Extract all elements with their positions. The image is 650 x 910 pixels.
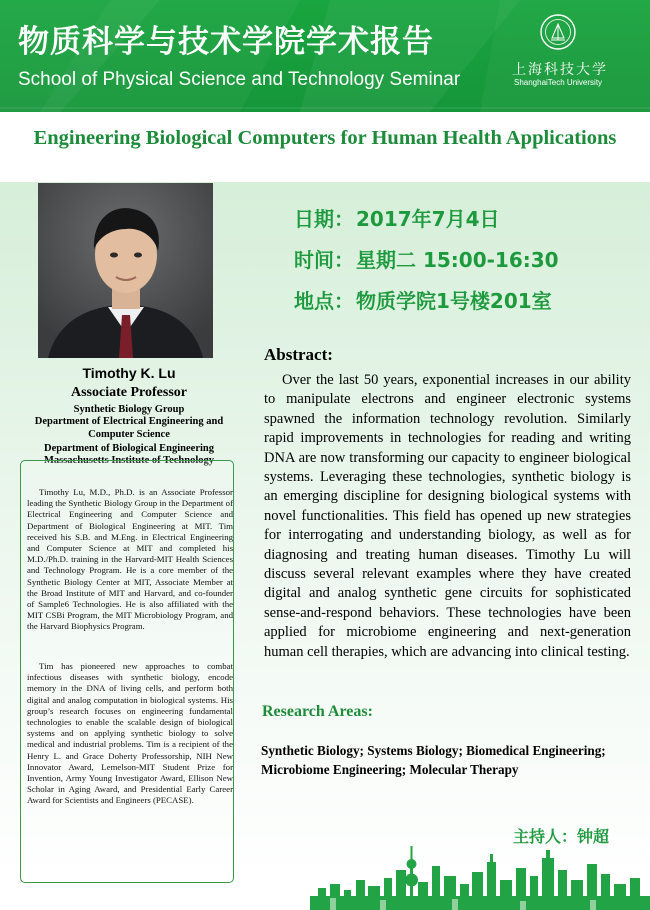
university-name-en: ShanghaiTech University bbox=[514, 78, 603, 87]
event-place bbox=[294, 285, 552, 314]
header-title-en: School of Physical Science and Technology Seminar bbox=[18, 69, 461, 90]
talk-title: Engineering Biological Computers for Human Health Applications bbox=[33, 127, 617, 149]
speaker-affiliation: Massachusetts Institute of Technology bbox=[43, 455, 215, 466]
speaker-bio-paragraph: Timothy Lu, M.D., Ph.D. is an Associate Professor leading the Synthetic Biology Group in the Department of Electrical Engineering and Computer Science and Department of Biological Engineering at MIT. Tim received his S.B. and M.Eng. in Electrical Engineering and Computer Science at MIT and completed his M.D./Ph.D. training in the Harvard-MIT Health Sciences and Technology Program. He is a core member of the Synthetic Biology Center at MIT, Associate Member at the Broad Institute of MIT and Harvard, and co-founder of Sample6 Technologies. He is also affiliated with the MIT CSBi Program, the MIT Microbiology Program, and the Harvard Biophysics Program. bbox=[27, 487, 233, 632]
city-skyline-graphic bbox=[0, 840, 650, 910]
university-logo-icon bbox=[540, 14, 576, 50]
speaker-name: Timothy K. Lu bbox=[82, 365, 176, 381]
speaker-portrait-image bbox=[38, 183, 213, 358]
abstract-text: Over the last 50 years, exponential increases in our ability to manipulate electrons and engineer electronic systems spawned the information technology revolution. Similarly rapid improvements in technologies for reading and writing DNA are now transforming our capacity to engineer biological systems. Leveraging these technologies, synthetic biology is an emerging discipline for designing biological systems with novel functionalities. This field has opened up new strategies for interrogating and understanding biology, as well as for diagnosing and treating human diseases. Timothy Lu will discuss several relevant examples where they have created digital and analog synthetic gene circuits for sophisticated sense-and-respond behaviors. These technologies have been applied for microbiome engineering and next-generation human cell therapies, which are advancing into clinical testing. bbox=[264, 372, 631, 660]
event-time bbox=[294, 244, 559, 273]
speaker-affiliation: Department of Biological Engineering bbox=[43, 443, 215, 454]
speaker-affiliation: Synthetic Biology Group bbox=[73, 404, 185, 415]
speaker-affiliation: Department of Electrical Engineering and bbox=[34, 416, 224, 427]
event-time-label: 时间： bbox=[294, 248, 354, 272]
host-name: 主持人：钟超 bbox=[513, 827, 610, 846]
speaker-photo bbox=[38, 183, 213, 358]
university-name-cn: 上海科技大学 bbox=[512, 62, 608, 78]
header-title-cn: 物质科学与技术学院学术报告 bbox=[18, 24, 434, 60]
research-areas-list bbox=[261, 741, 606, 779]
research-areas-heading: Research Areas: bbox=[262, 703, 373, 720]
abstract-heading: Abstract: bbox=[264, 345, 333, 364]
event-date-label: 日期： bbox=[294, 207, 354, 231]
research-areas-line: Microbiome Engineering; Molecular Therapy bbox=[261, 762, 519, 777]
event-time-value: 星期二 15:00-16:30 bbox=[356, 248, 559, 272]
event-place-label: 地点： bbox=[294, 289, 354, 313]
speaker-affiliation: Computer Science bbox=[88, 429, 170, 440]
speaker-bio-paragraph: Tim has pioneered new approaches to combat infectious diseases with synthetic biology, encode memory in the DNA of living cells, and perform both digital and analog computation in biological systems. His group’s research focuses on engineering fundamental technologies to enable the scalable design of biological systems and on applying synthetic biology to solve medical and industrial problems. Tim is a recipient of the Henry L. and Grace Doherty Professorship, NIH New Innovator Award, Lemelson-MIT Student Prize for Invention, Army Young Investigator Award, Ellison New Scholar in Aging Award, and Presidential Early Career Award for Scientists and Engineers (PECASE). bbox=[27, 661, 233, 806]
speaker-position: Associate Professor bbox=[71, 385, 187, 400]
research-areas-line: Synthetic Biology; Systems Biology; Biomedical Engineering; bbox=[261, 743, 606, 758]
event-date-value: 2017年7月4日 bbox=[356, 207, 500, 231]
event-date bbox=[294, 203, 500, 232]
poster-header bbox=[0, 0, 650, 112]
event-place-value: 物质学院1号楼201室 bbox=[356, 289, 552, 313]
